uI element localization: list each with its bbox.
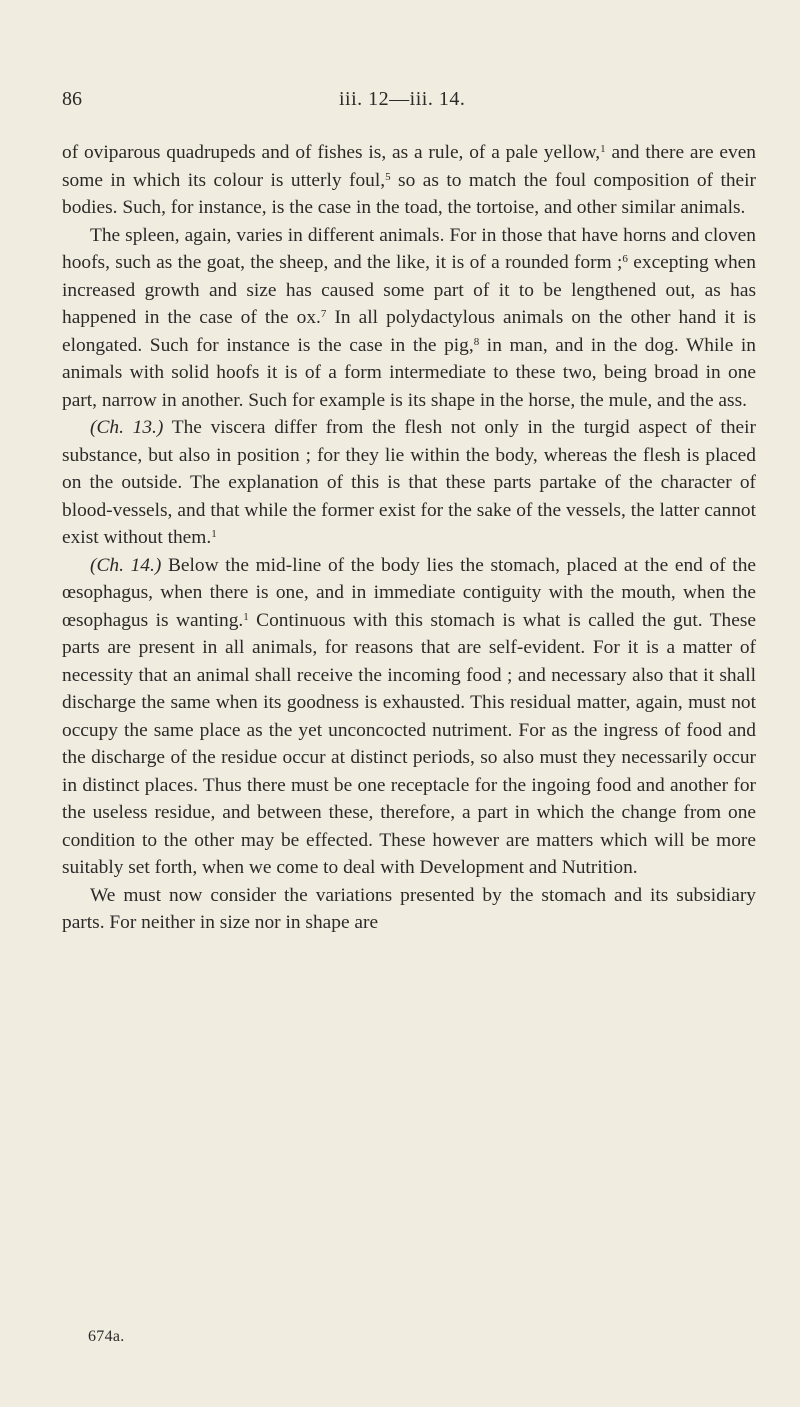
page-header (62, 88, 762, 122)
footnote-ref: 6 (622, 253, 628, 265)
paragraph-2: The spleen, again, varies in different animals. For in those that have horns and cloven hoofs, such as the goat, the sheep, and the like, it is of a rounded form ;$^6$ excepting when increased growth and size has caused some part of it to be lengthened out, as has happened in the case of the ox.$^7$ In all polydactylous animals on the other hand it is elongated. Such for instance is the case in the pig,$^8$ in man, and in the dog. While in animals with solid hoofs it is of a form intermediate to these two, being broad in one part, narrow in another. Such for example is its shape in the horse, the mule, and the ass. (62, 224, 756, 411)
running-head: iii. 12—iii. 14. (339, 88, 466, 110)
footnote-ref: 1 (211, 528, 217, 540)
footnote-ref: 1 (243, 610, 249, 623)
signature-mark: 674a. (88, 1328, 125, 1345)
paragraph-4: (Ch. 14.) Below the mid-line of the body lies the stomach, placed at the end of the œsophagus, when there is one, and in immediate contiguity with the mouth, when the œsophagus is wanting.$^1$ Continuous with this stomach is what is called the gut. These parts are present in all animals, for reasons that are self-evident. For it is a matter of necessity that an animal shall receive the incoming food ; and necessary also that it shall discharge the same when its goodness is exhausted. This residual matter, again, must not occupy the same place as the yet unconcocted nutriment. For as the ingress of food and the discharge of the residue occur at distinct periods, so also must they necessarily occur in distinct places. Thus there must be one receptacle for the ingoing food and another for the useless residue, and between these, therefore, a part in which the change from one condition to the other may be effected. These however are matters which will be more suitably set forth, when we come to deal with Development and Nutrition. (62, 554, 756, 878)
chapter-marker: (Ch. 14.) (90, 554, 162, 576)
body-text (62, 139, 756, 937)
paragraph-3: (Ch. 13.) The viscera differ from the flesh not only in the turgid aspect of their substance, but also in position ; for they lie within the body, whereas the flesh is placed on the outside. The explanation of this is that these parts partake of the character of blood-vessels, and that while the former exist for the sake of the vessels, the latter cannot exist without them.$^1$ (62, 417, 756, 548)
footnote-ref: 7 (320, 308, 327, 320)
paragraph-5: We must now consider the variations presented by the stomach and its subsidiary parts. For neither in size nor in shape are (62, 884, 756, 933)
footnote-ref: 1 (600, 143, 606, 155)
page-number: 86 (62, 88, 82, 110)
footnote-ref: 5 (385, 170, 391, 183)
chapter-marker: (Ch. 13.) (90, 417, 164, 438)
paragraph-1: of oviparous quadrupeds and of fishes is, as a rule, of a pale yellow,$^1$ and there are even some in which its colour is utterly foul,$^5$ so as to match the foul composition of their bodies. Such, for instance, is the case in the toad, the tortoise, and other similar animals. (62, 142, 757, 218)
footnote-ref: 8 (473, 335, 480, 348)
